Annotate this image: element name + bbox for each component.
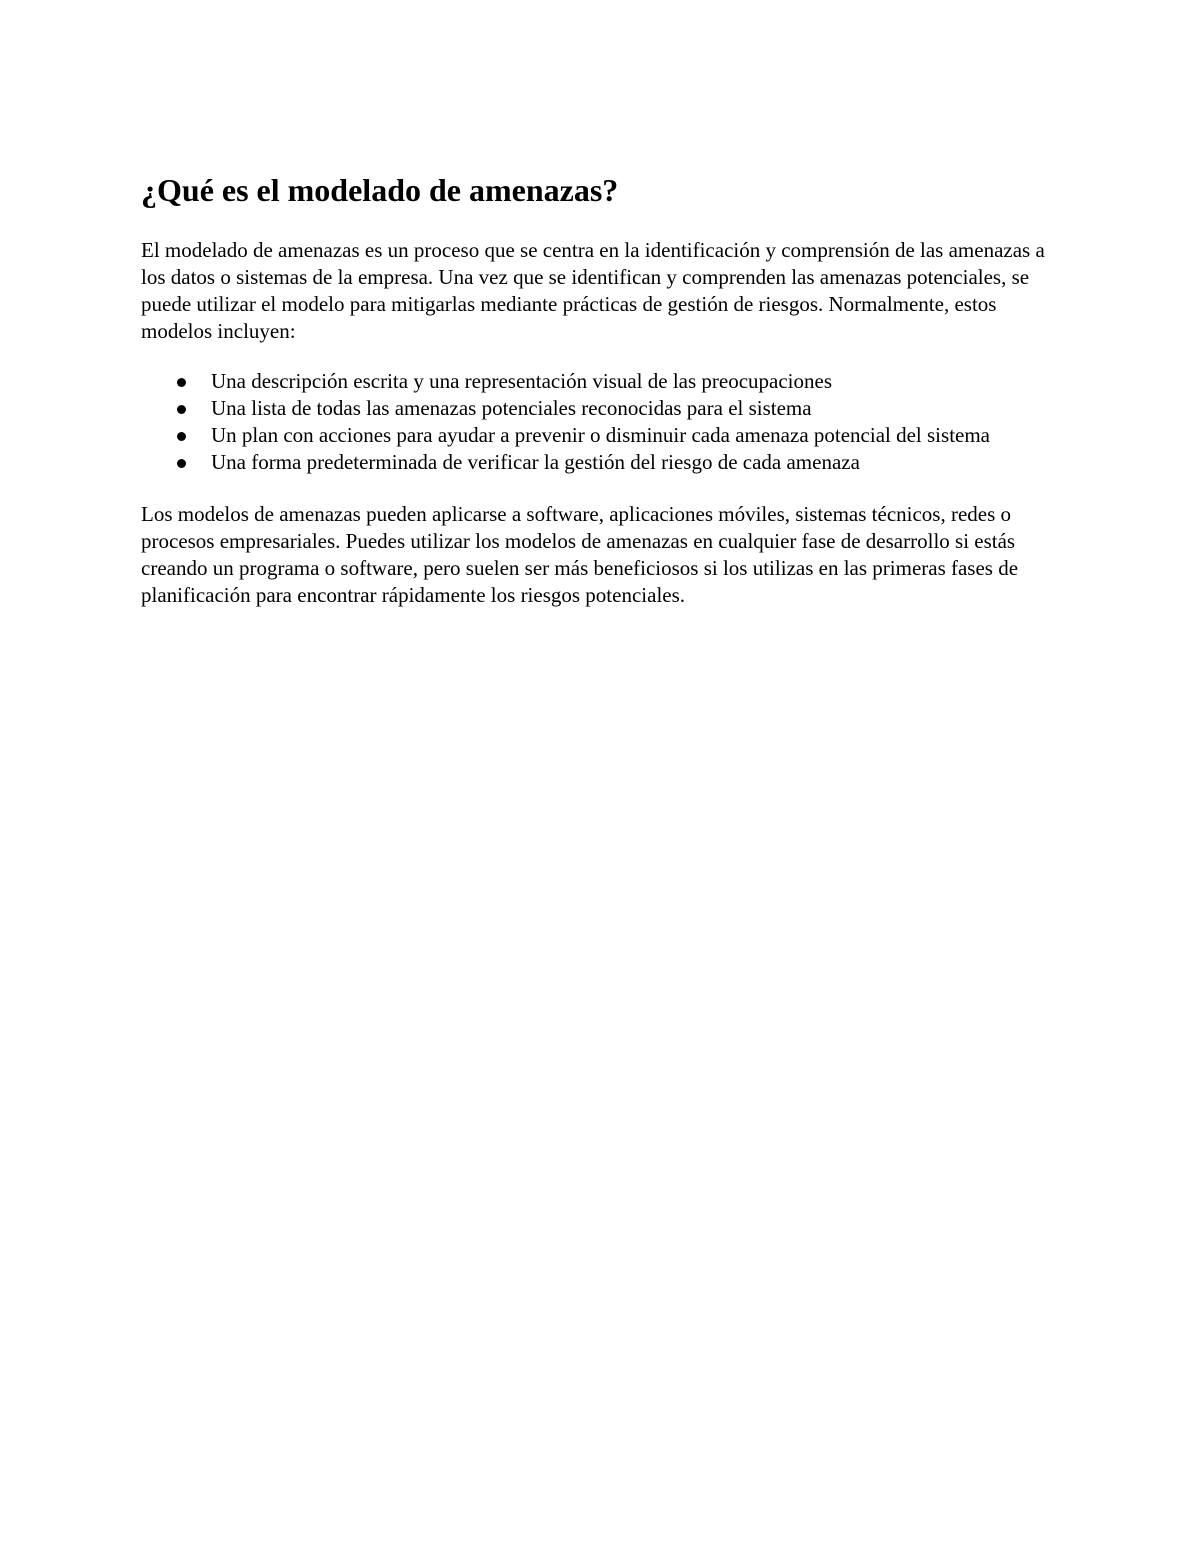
document-title: ¿Qué es el modelado de amenazas? [141, 172, 619, 208]
bullet-icon [177, 405, 186, 414]
list-item [211, 368, 1061, 395]
list-item-text: Una descripción escrita y una representación visual de las preocupaciones [211, 369, 832, 393]
bullet-list [141, 368, 1061, 476]
intro-paragraph: El modelado de amenazas es un proceso que se centra en la identificación y comprensión de las amenazas a los datos o sistemas de la empresa. Una vez que se identifican y comprenden las amenazas potenciales, se puede utilizar el modelo para mitigarlas mediante prácticas de gestión de riesgos. Normalmente, estos modelos incluyen: [141, 238, 1045, 343]
closing-paragraph: Los modelos de amenazas pueden aplicarse a software, aplicaciones móviles, sistemas técnicos, redes o procesos empresariales. Puedes utilizar los modelos de amenazas en cualquier fase de desarrollo si estás creando un programa o software, pero suelen ser más beneficiosos si los utilizas en las primeras fases de planificación para encontrar rápidamente los riesgos potenciales. [141, 502, 1019, 607]
list-item [211, 449, 1061, 476]
bullet-icon [177, 378, 186, 387]
list-item-text: Una lista de todas las amenazas potenciales reconocidas para el sistema [211, 396, 812, 420]
list-item [211, 395, 1061, 422]
list-item-text: Una forma predeterminada de verificar la gestión del riesgo de cada amenaza [211, 450, 860, 474]
list-item [211, 422, 1061, 449]
list-item-text: Un plan con acciones para ayudar a prevenir o disminuir cada amenaza potencial del sistema [211, 423, 990, 447]
document-content [141, 168, 1061, 609]
bullet-icon [177, 459, 186, 468]
bullet-icon [177, 432, 186, 441]
